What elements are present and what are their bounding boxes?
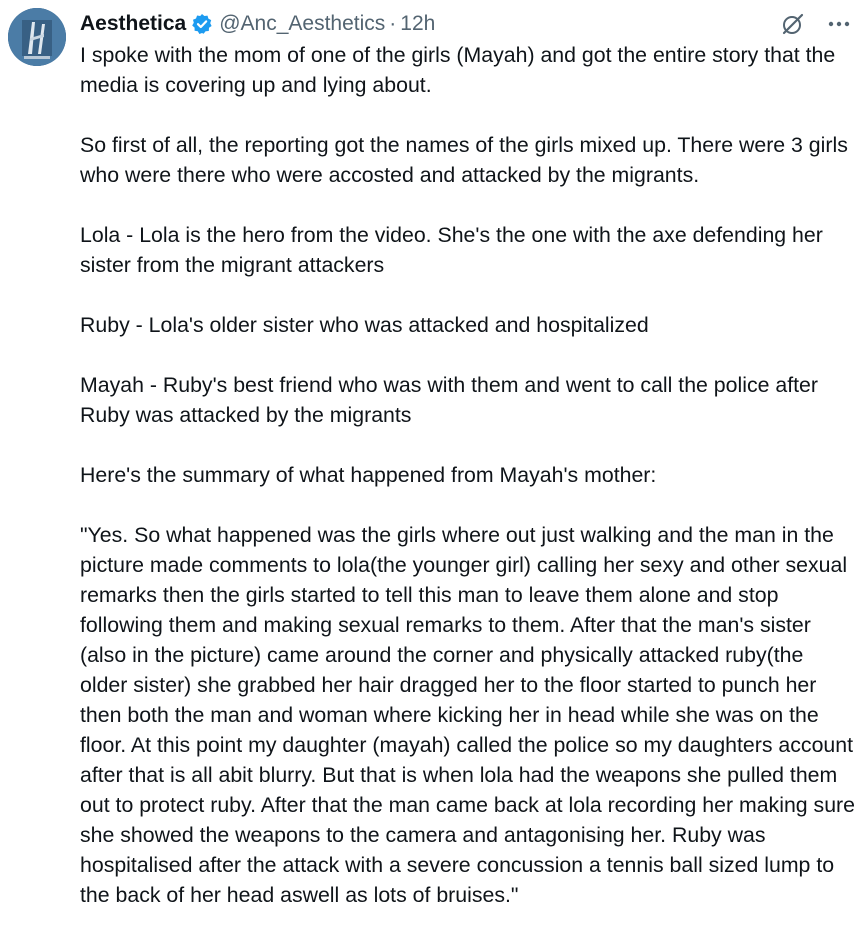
grok-button[interactable] [779, 10, 807, 38]
tweet-header [80, 9, 435, 39]
slash-circle-icon [780, 11, 806, 37]
timestamp[interactable]: 12h [400, 12, 436, 35]
tweet-paragraph: Lola - Lola is the hero from the video. She's the one with the axe defending her sister from the migrant attackers [80, 223, 823, 277]
more-button[interactable] [825, 10, 853, 38]
avatar-image [8, 8, 66, 66]
display-name[interactable]: Aesthetica [80, 12, 187, 35]
tweet-paragraph: Ruby - Lola's older sister who was attacked and hospitalized [80, 313, 649, 337]
verified-badge-icon [191, 13, 213, 35]
avatar[interactable] [8, 8, 66, 66]
tweet-paragraph: So first of all, the reporting got the names of the girls mixed up. There were 3 girls who were there who were accosted and attacked by the migrants. [80, 133, 848, 187]
tweet-actions [779, 10, 853, 38]
tweet-paragraph: Here's the summary of what happened from Mayah's mother: [80, 463, 657, 487]
tweet-paragraph: "Yes. So what happened was the girls where out just walking and the man in the picture made comments to lola(the younger girl) calling her sexy and other sexual remarks then the girls started to tell this man to leave them alone and stop following them and making sexual remarks to them. After that the man's sister (also in the picture) came around the corner and physically attacked ruby(the older sister) she grabbed her hair dragged her to the floor started to punch her then both the man and woman where kicking her in head while she was on the floor. At this point my daughter (mayah) called the police so my daughters account after that is all abit blurry. But that is when lola had the weapons she pulled them out to protect ruby. After that the man came back at lola recording her making sure she showed the weapons to the camera and antagonising her. Ruby was hospitalised after the attack with a severe concussion a tennis ball sized lump to the back of her head aswell as lots of bruises." [80, 523, 855, 907]
tweet-paragraph: Mayah - Ruby's best friend who was with them and went to call the police after Ruby was attacked by the migrants [80, 373, 818, 427]
more-icon [826, 11, 852, 37]
tweet-paragraph: I spoke with the mom of one of the girls (Mayah) and got the entire story that the media is covering up and lying about. [80, 43, 836, 97]
user-handle[interactable]: @Anc_Aesthetics [219, 12, 386, 35]
tweet-text [80, 40, 855, 910]
separator-dot: · [389, 12, 397, 35]
